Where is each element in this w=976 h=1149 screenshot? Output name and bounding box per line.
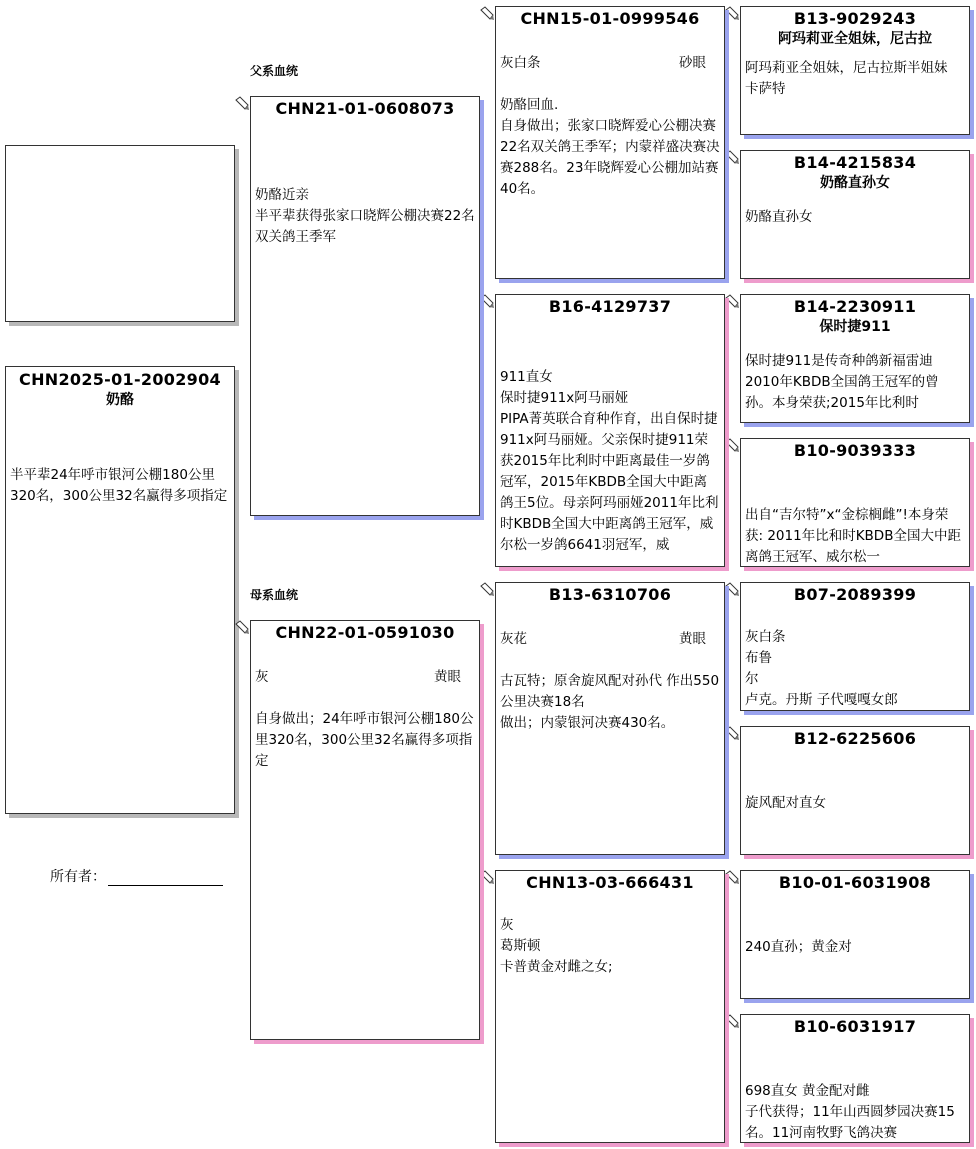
sire-card[interactable] [250,96,480,516]
pencil-icon[interactable] [724,6,740,22]
owner-line[interactable] [108,871,223,886]
dsd-card[interactable] [740,726,970,855]
pencil-icon[interactable] [479,294,495,310]
dam-ring: CHN22-01-0591030 [275,623,455,642]
pencil-icon[interactable] [234,96,250,112]
dam-color: 灰 [255,669,269,685]
sds-ring: B14-2230911 [793,297,917,316]
dd-card[interactable] [495,870,725,1143]
pencil-icon[interactable] [479,870,495,886]
dsd-note: 旋风配对直女 [745,795,826,811]
dam-traits [251,667,479,688]
sss-name: 阿玛莉亚全姐妹，尼古拉 [778,31,932,47]
ss-color: 灰白条 [500,55,541,71]
ssd-ring: B14-4215834 [793,153,917,172]
ds-traits [496,629,724,650]
ss-eye: 砂眼 [679,55,706,71]
owner-label: 所有者： [50,869,106,885]
ds-card[interactable] [495,582,725,855]
sd-ring: B16-4129737 [548,297,672,316]
dam-section-label: 母系血统 [250,588,299,602]
ddd-card[interactable] [740,1014,970,1143]
dds-ring: B10-01-6031908 [778,873,932,892]
dss-card[interactable] [740,582,970,711]
subject-card [5,366,235,814]
ddd-note: 698直女 黄金配对雌 子代获得；11年山西圆梦园决赛15名。11河南牧野飞鸽决赛 [745,1083,955,1141]
dss-ring: B07-2089399 [793,585,917,604]
dsd-ring: B12-6225606 [793,729,917,748]
ssd-note: 奶酪直孙女 [745,209,813,225]
pencil-icon[interactable] [724,582,740,598]
sire-note: 奶酪近亲 半平辈获得张家口晓辉公棚决赛22名双关鸽王季军 [255,187,475,245]
pencil-icon[interactable] [724,438,740,454]
ddd-ring: B10-6031917 [793,1017,917,1036]
pencil-icon[interactable] [724,726,740,742]
subject-note: 半平辈24年呼市银河公棚180公里320名，300公里32名赢得多项指定 [10,467,228,504]
ds-eye: 黄眼 [679,631,706,647]
pencil-icon[interactable] [479,6,495,22]
pencil-icon[interactable] [479,582,495,598]
photo-frame [5,145,235,322]
sdd-note: 出自“吉尔特”x“金棕榈雌”!本身荣获: 2011年比和时KBDB全国大中距离鸽王冠军、威尔松一 [745,507,961,565]
sss-ring: B13-9029243 [793,9,917,28]
sds-note: 保时捷911是传奇种鸽新福雷迪2010年KBDB全国鸽王冠军的曾孙。本身荣获;2015年比利时 [745,353,939,411]
dd-note: 灰 葛斯顿 卡普黄金对雌之女; [500,917,613,975]
pencil-icon[interactable] [724,1014,740,1030]
sds-name: 保时捷911 [819,319,891,335]
ds-ring: B13-6310706 [548,585,672,604]
sire-section-label: 父系血统 [250,64,299,78]
ssd-card[interactable] [740,150,970,279]
owner-field [50,868,223,886]
ds-note: 古瓦特；原舍旋风配对孙代 作出550公里决赛18名 做出；内蒙银河决赛430名。 [500,673,720,731]
ss-note: 奶酪回血. 自身做出；张家口晓辉爱心公棚决赛22名双关鸽王季军；内蒙祥盛决赛决赛288名。23年晓辉爱心公棚加站赛40名。 [500,97,720,197]
pencil-icon[interactable] [724,294,740,310]
dds-note: 240直孙；黄金对 [745,939,852,955]
dds-card[interactable] [740,870,970,999]
ss-ring: CHN15-01-0999546 [520,9,700,28]
sds-card[interactable] [740,294,970,423]
subject-name: 奶酪 [106,392,134,408]
sss-card[interactable] [740,6,970,135]
ssd-name: 奶酪直孙女 [820,175,890,191]
ss-traits [496,53,724,74]
sd-card[interactable] [495,294,725,567]
sdd-card[interactable] [740,438,970,567]
pencil-icon[interactable] [724,150,740,166]
pencil-icon[interactable] [724,870,740,886]
dam-eye: 黄眼 [434,669,461,685]
sire-ring: CHN21-01-0608073 [275,99,455,118]
dss-note: 灰白条 布鲁 尔 卢克。丹斯 子代嘎嘎女郎 [745,629,898,708]
sss-note: 阿玛莉亚全姐妹，尼古拉斯半姐妹 卡萨特 [745,60,948,97]
dd-ring: CHN13-03-666431 [526,873,694,892]
dam-card[interactable] [250,620,480,1040]
pencil-icon[interactable] [234,620,250,636]
ds-color: 灰花 [500,631,527,647]
subject-ring: CHN2025-01-2002904 [19,370,221,389]
dam-note: 自身做出；24年呼市银河公棚180公里320名，300公里32名赢得多项指定 [255,711,474,769]
sd-note: 911直女 保时捷911x阿马丽娅 PIPA菁英联合育种作育，出自保时捷911x阿马丽娅。父亲保时捷911荣获2015年比利时中距离最佳一岁鸽冠军，2015年KBDB全国大中距离鸽王5位。母亲阿玛丽娅2011年比利时KBDB全国大中距离鸽王冠军，威尔松一岁鸽6641羽冠军，威 [500,369,719,553]
sdd-ring: B10-9039333 [793,441,917,460]
ss-card[interactable] [495,6,725,279]
